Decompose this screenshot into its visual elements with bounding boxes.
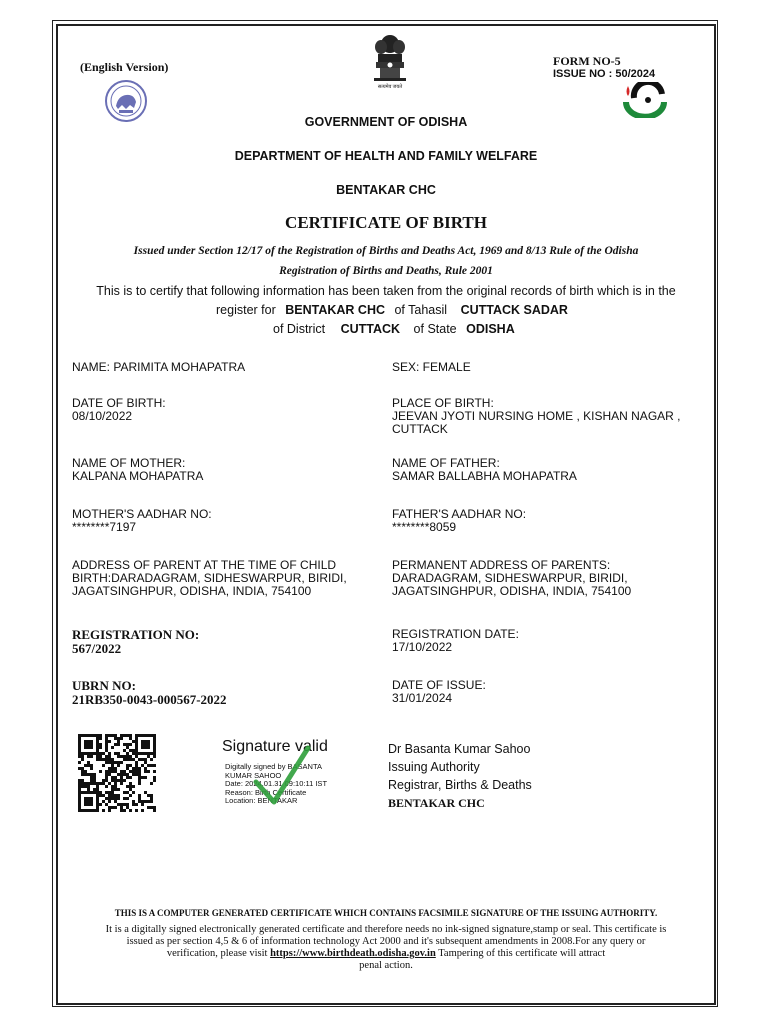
father-value: SAMAR BALLABHA MOHAPATRA — [392, 469, 577, 483]
pob-line-1: JEEVAN JYOTI NURSING HOME , KISHAN NAGAR , — [392, 409, 681, 423]
certify-statement: This is to certify that following information has been taken from the original records of birth which is in the — [96, 284, 676, 298]
permanent-address — [392, 559, 631, 598]
address-at-birth — [72, 559, 347, 598]
permanent-address-label: PERMANENT ADDRESS OF PARENTS: — [392, 558, 611, 572]
issue-date-value: 31/01/2024 — [392, 691, 453, 705]
signature-reason: Reason: Birth Certificate — [225, 787, 307, 797]
permanent-address-line-2: JAGATSINGHPUR, ODISHA, INDIA, 754100 — [392, 584, 632, 598]
pob-line-2: CUTTACK — [392, 422, 448, 436]
sex-text: SEX: FEMALE — [392, 360, 471, 374]
registration-date — [392, 628, 519, 654]
footer-line-3 — [56, 948, 716, 960]
footer-line-1: It is a digitally signed electronically generated certificate and therefore needs no ink-signed signature,stamp or seal. This certificate is — [105, 924, 667, 935]
father-aadhar — [392, 508, 526, 534]
signature-valid-check-icon — [252, 744, 312, 806]
issued-under-line-2: Registration of Births and Deaths, Rule 2001 — [279, 265, 493, 277]
issue-date-label: DATE OF ISSUE: — [392, 678, 486, 692]
district-line — [273, 322, 515, 336]
verification-link[interactable]: https://www.birthdeath.odisha.gov.in — [270, 948, 436, 959]
mother-value: KALPANA MOHAPATRA — [72, 469, 204, 483]
issue-number: ISSUE NO : 50/2024 — [553, 68, 656, 80]
address-at-birth-line-1: ADDRESS OF PARENT AT THE TIME OF CHILD — [72, 558, 337, 572]
dob-label: DATE OF BIRTH: — [72, 396, 166, 410]
mother-aadhar — [72, 508, 212, 534]
computer-generated-notice: THIS IS A COMPUTER GENERATED CERTIFICATE WHICH CONTAINS FACSIMILE SIGNATURE OF THE ISSUING AUTHORITY. — [114, 908, 658, 918]
child-name-text: NAME: PARIMITA MOHAPATRA — [72, 360, 246, 374]
address-at-birth-line-2: BIRTH:DARADAGRAM, SIDHESWARPUR, BIRIDI, — [72, 571, 347, 585]
registration-date-label: REGISTRATION DATE: — [392, 627, 519, 641]
registration-number-label: REGISTRATION NO: — [72, 627, 200, 642]
register-for-text: register for — [216, 303, 276, 317]
national-emblem-logo — [370, 30, 410, 88]
child-name — [72, 361, 245, 374]
district-value: CUTTACK — [340, 322, 401, 336]
authority-registrar: Registrar, Births & Deaths — [388, 778, 532, 792]
signature-status[interactable]: Signature valid — [222, 738, 328, 755]
mother-aadhar-label: MOTHER'S AADHAR NO: — [72, 507, 212, 521]
registration-date-value: 17/10/2022 — [392, 640, 453, 654]
health-dept-logo — [622, 82, 668, 118]
signature-signed-by: Digitally signed by BASANTA — [225, 762, 322, 771]
permanent-address-line-1: DARADAGRAM, SIDHESWARPUR, BIRIDI, — [392, 571, 628, 585]
signature-date: Date: 2024.01.31 09:10:11 IST — [225, 779, 328, 788]
tahasil-value: CUTTACK SADAR — [460, 303, 568, 317]
office-title: BENTAKAR CHC — [336, 183, 436, 197]
ubrn-value: 21RB350-0043-000567-2022 — [72, 692, 227, 707]
of-tahasil-text: of Tahasil — [394, 303, 448, 317]
footer-tampering-text: Tampering of this certificate will attract — [438, 948, 606, 959]
father-aadhar-label: FATHER'S AADHAR NO: — [392, 507, 527, 521]
sex — [392, 361, 471, 374]
date-of-birth — [72, 397, 166, 423]
place-of-birth — [392, 397, 681, 436]
of-district-text: of District — [273, 322, 326, 336]
ubrn-label: UBRN NO: — [72, 678, 136, 693]
of-state-text: of State — [413, 322, 457, 336]
footer-visit-text: verification, please visit — [166, 948, 268, 959]
ubrn — [72, 679, 227, 707]
register-place: BENTAKAR CHC — [285, 303, 385, 317]
state-value: ODISHA — [466, 322, 515, 336]
date-of-issue — [392, 679, 486, 705]
registration-number-value: 567/2022 — [72, 641, 122, 656]
footer-line-4: penal action. — [359, 960, 413, 971]
mother-aadhar-value: ********7197 — [72, 520, 137, 534]
father-aadhar-value: ********8059 — [392, 520, 457, 534]
father-name — [392, 457, 577, 483]
mother-label: NAME OF MOTHER: — [72, 456, 186, 470]
version-label: (English Version) — [80, 60, 169, 74]
address-at-birth-line-3: JAGATSINGHPUR, ODISHA, INDIA, 754100 — [72, 584, 312, 598]
form-number: FORM NO-5 — [553, 54, 621, 68]
certificate-title: CERTIFICATE OF BIRTH — [285, 213, 487, 232]
father-label: NAME OF FATHER: — [392, 456, 500, 470]
footer-line-2: issued as per section 4,5 & 6 of information technology Act 2000 and it's subsequent amendments in 2008.For any query or — [126, 936, 646, 947]
signature-location: Location: BENTAKAR — [225, 796, 298, 805]
authority-name: Dr Basanta Kumar Sahoo — [388, 742, 531, 756]
emblem-caption: सत्यमेव जयते — [377, 85, 403, 90]
footer-disclaimer — [56, 924, 716, 972]
register-line — [216, 303, 568, 317]
authority-office: BENTAKAR CHC — [388, 796, 485, 810]
issued-under-line-1: Issued under Section 12/17 of the Registration of Births and Deaths Act, 1969 and 8/13 Rule of the Odisha — [133, 245, 639, 257]
department-title: DEPARTMENT OF HEALTH AND FAMILY WELFARE — [234, 149, 538, 163]
qr-code[interactable] — [78, 734, 156, 812]
mother-name — [72, 457, 203, 483]
issuing-authority — [388, 740, 532, 794]
signature-signer-name: KUMAR SAHOO — [225, 770, 282, 780]
authority-role: Issuing Authority — [388, 760, 480, 774]
government-title: GOVERNMENT OF ODISHA — [304, 115, 468, 129]
dob-value: 08/10/2022 — [72, 409, 133, 423]
pob-label: PLACE OF BIRTH: — [392, 396, 494, 410]
registration-number — [72, 628, 199, 656]
